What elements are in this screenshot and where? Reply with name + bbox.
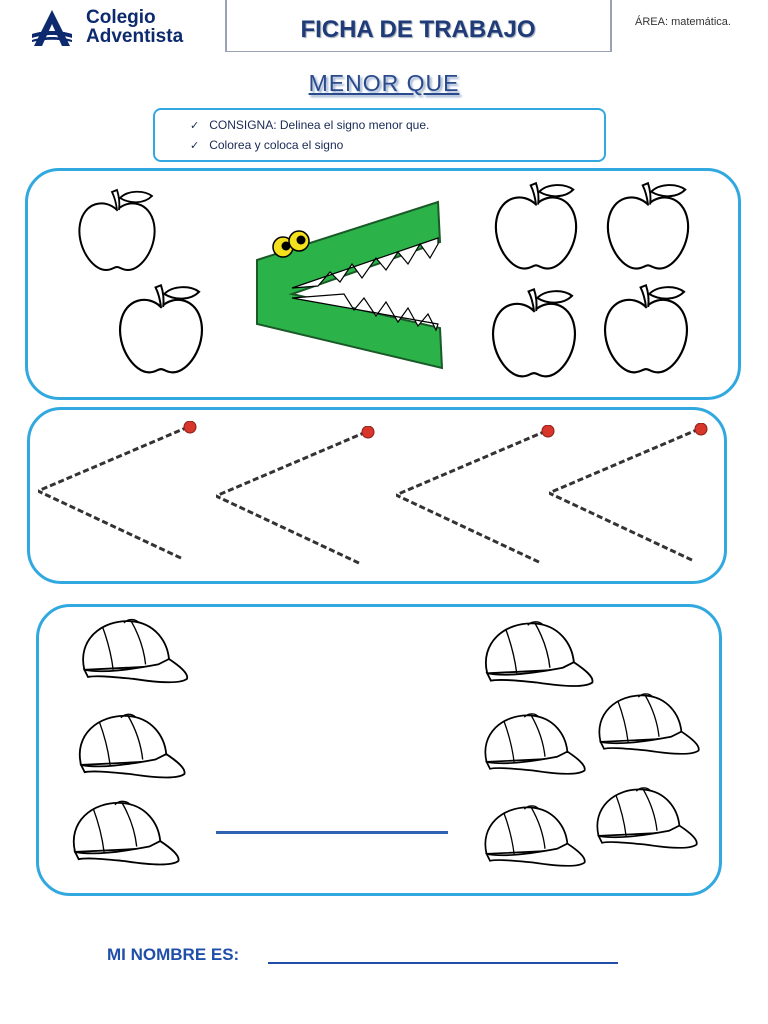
checkmark-icon: ✓ [190, 120, 200, 132]
school-logo-icon [30, 8, 74, 48]
apple-icon [600, 180, 696, 276]
name-label: MI NOMBRE ES: [107, 945, 240, 964]
cap-icon [66, 792, 182, 872]
cap-icon [72, 614, 194, 686]
trace-less-than-sign[interactable] [549, 423, 711, 568]
cap-icon [478, 616, 596, 690]
school-name-line-2: Adventista [86, 26, 184, 47]
cap-icon [590, 780, 700, 854]
trace-less-than-sign[interactable] [216, 426, 378, 571]
apple-icon [597, 282, 695, 380]
header-divider [225, 51, 612, 52]
instruction-text: Colorea y coloca el signo [209, 138, 344, 152]
instruction-item [190, 118, 429, 132]
cap-icon [592, 686, 702, 760]
checkmark-icon: ✓ [190, 140, 200, 152]
lesson-title: MENOR QUE [308, 70, 460, 96]
apple-icon [485, 286, 583, 384]
sheet-title: FICHA DE TRABAJO [300, 16, 536, 43]
apple-icon [112, 282, 210, 380]
name-input-line[interactable] [268, 962, 618, 964]
instruction-text: CONSIGNA: Delinea el signo menor que. [209, 118, 430, 132]
cap-icon [72, 706, 188, 784]
instructions-box [153, 108, 606, 162]
school-name-line-1: Colegio [86, 7, 156, 28]
area-label: ÁREA: matemática. [635, 16, 731, 28]
crocodile-less-than-icon [252, 198, 447, 370]
header-divider [225, 0, 227, 52]
answer-line[interactable] [216, 831, 448, 834]
school-name [86, 8, 183, 46]
cap-icon [478, 706, 588, 780]
trace-less-than-sign[interactable] [396, 425, 558, 570]
trace-less-than-sign[interactable] [38, 421, 200, 566]
apple-icon [488, 180, 584, 276]
apple-icon [72, 188, 162, 276]
header-divider [610, 0, 612, 52]
instruction-item [190, 138, 343, 152]
cap-icon [478, 798, 588, 872]
